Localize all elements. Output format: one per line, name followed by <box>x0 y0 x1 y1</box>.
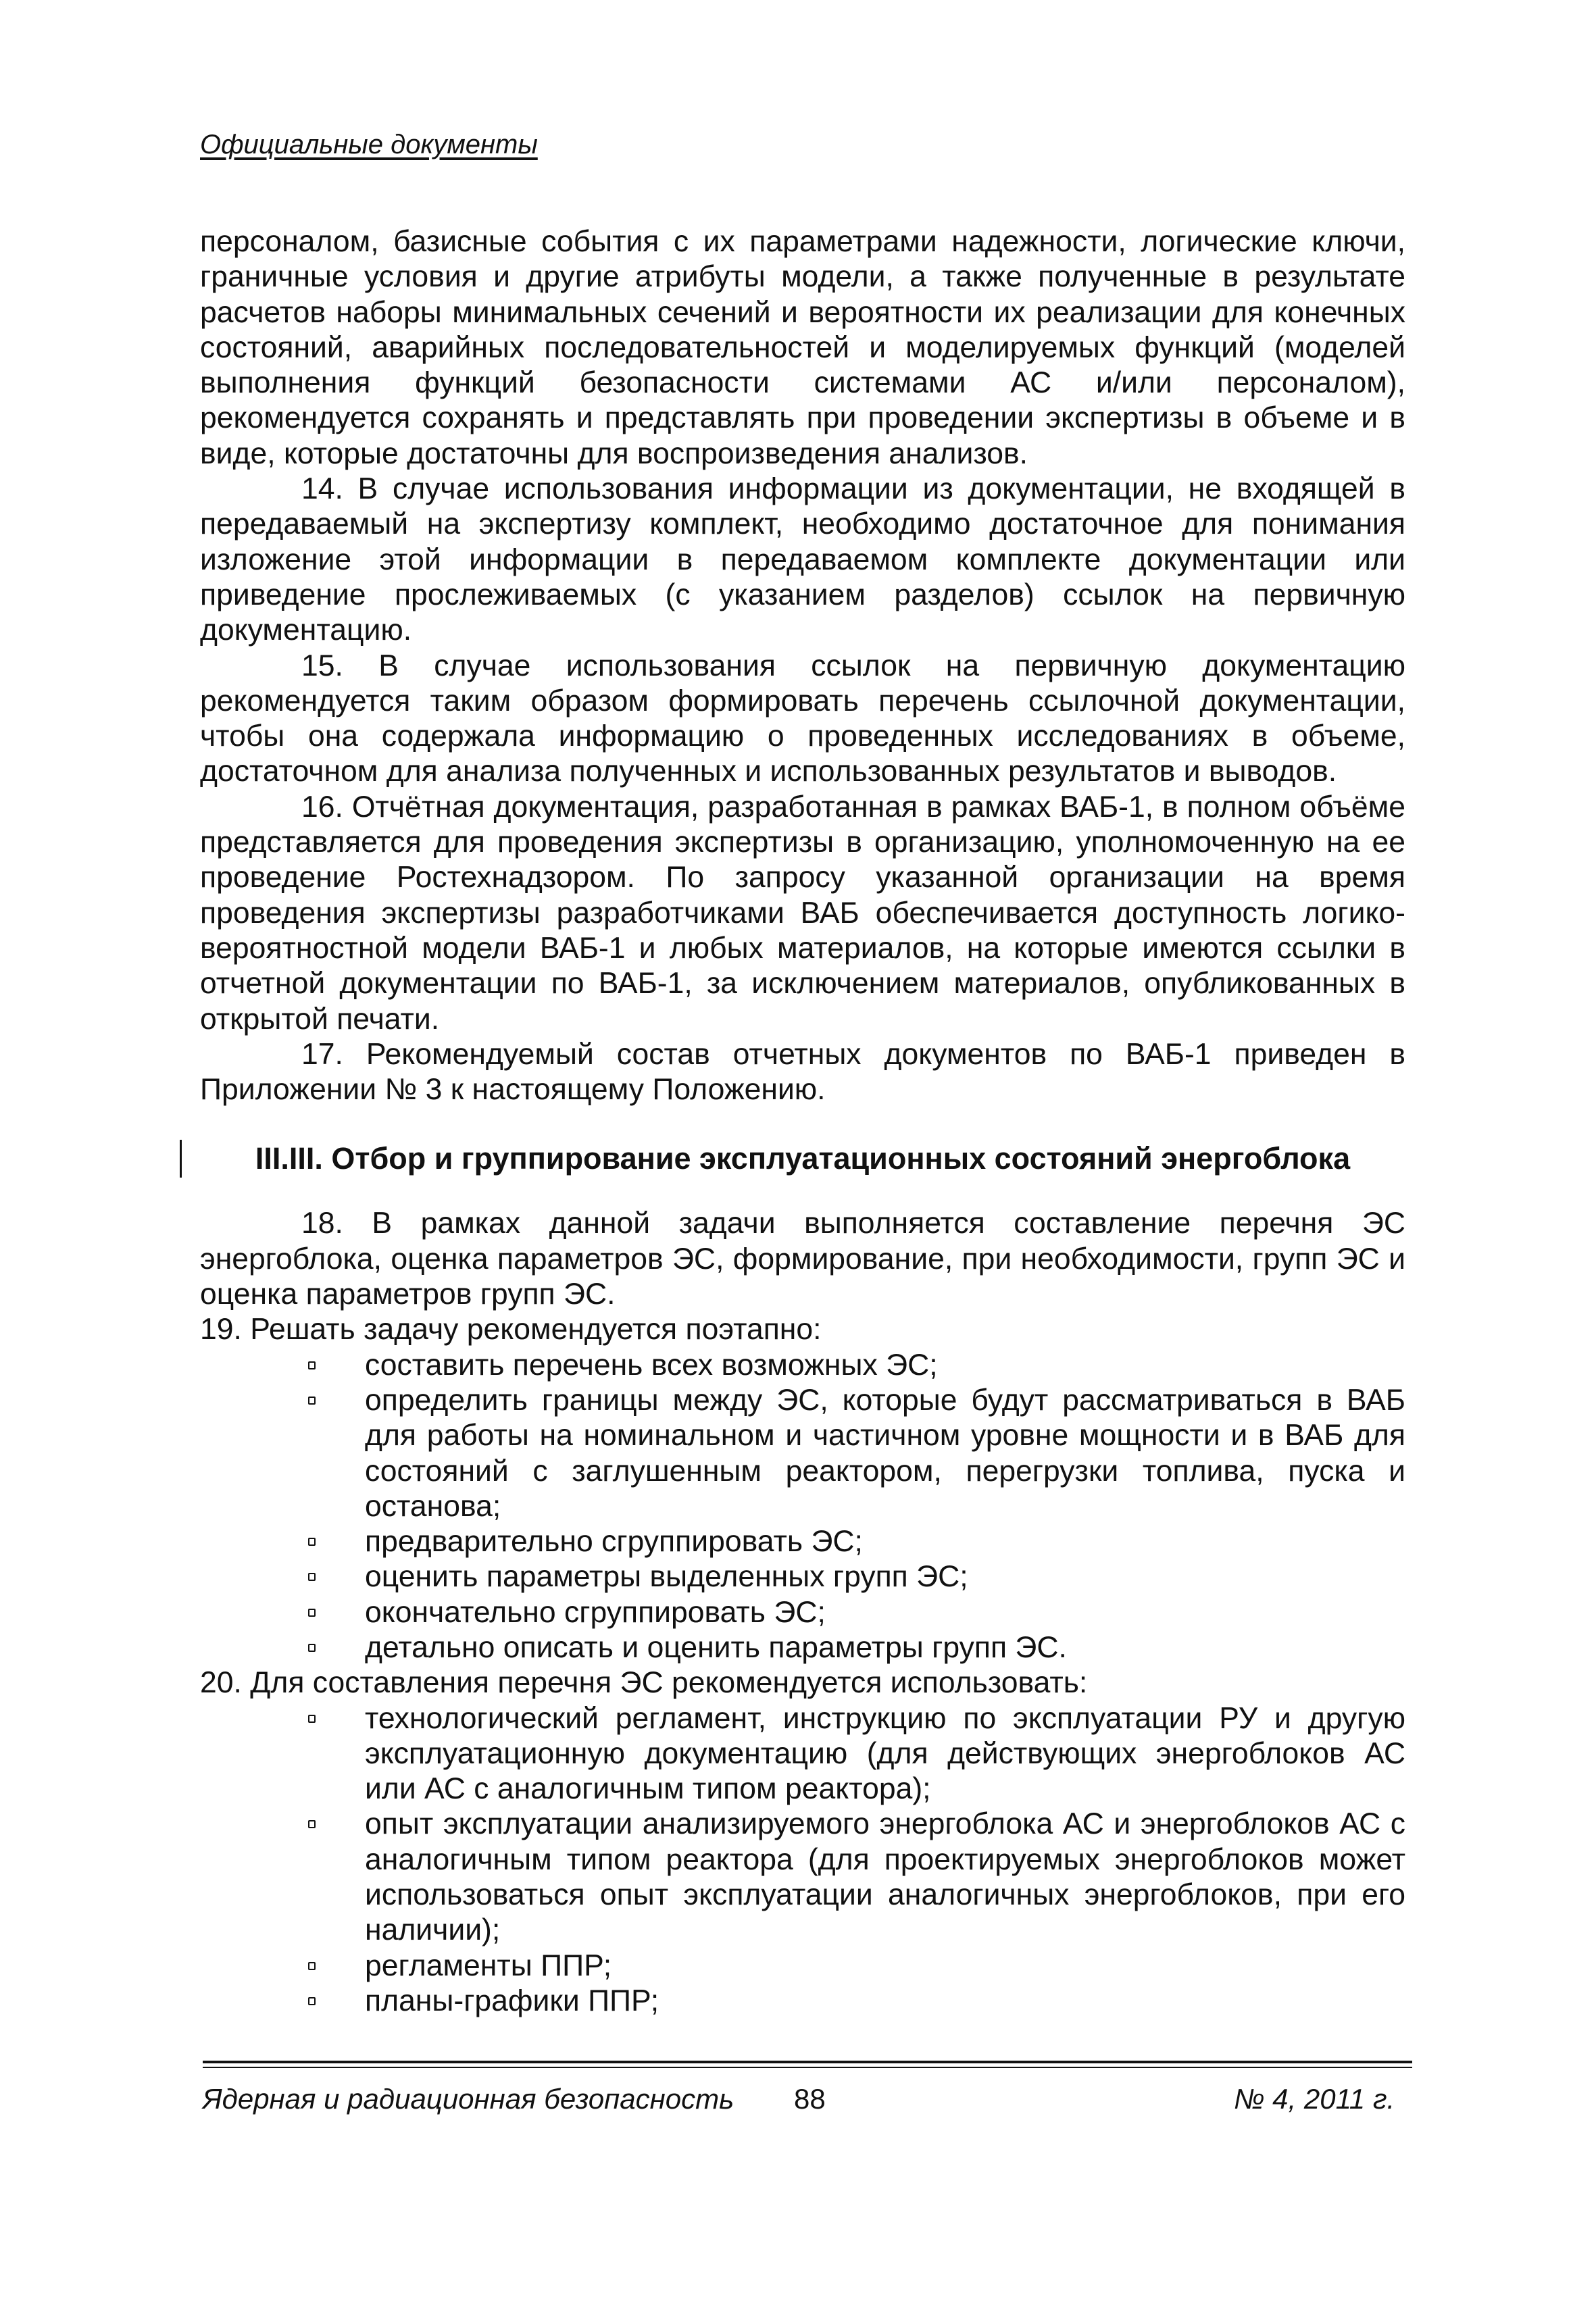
list-item: регламенты ППР; <box>200 1948 1405 1984</box>
bullet-icon <box>308 1644 316 1652</box>
section-heading <box>200 1141 1405 1176</box>
paragraph-16: 16. Отчётная документация, разработанная в рамках ВАБ-1, в полном объёме представляется для проведения экспертизы в организацию, уполномоченную на ее проведение Ростехнадзором. По запросу указанной организации на время проведения экспертизы разработчиками ВАБ обеспечивается доступность логико-вероятностной модели ВАБ-1 и любых материалов, на которые имеются ссылки в отчетной документации по ВАБ-1, за исключением материалов, опубликованных в открытой печати. <box>200 790 1405 1036</box>
bullet-icon <box>308 1397 316 1405</box>
footer-rule-thick <box>203 2061 1412 2063</box>
list-item: планы-графики ППР; <box>200 1984 1405 2019</box>
bullet-icon <box>308 1997 316 2005</box>
paragraph-18: 18. В рамках данной задачи выполняется составление перечня ЭС энергоблока, оценка параметров ЭС, формирование, при необходимости, групп ЭС и оценка параметров групп ЭС. <box>200 1207 1405 1311</box>
bullet-icon <box>308 1361 316 1369</box>
paragraph-14: 14. В случае использования информации из документации, не входящей в передаваемый на экспертизу комплект, необходимо достаточное для понимания изложение этой информации в передаваемом комплекте документации или приведение прослеживаемых (с указанием разделов) ссылок на первичную документацию. <box>200 472 1405 647</box>
list-item: оценить параметры выделенных групп ЭС; <box>200 1559 1405 1594</box>
page-number: 88 <box>794 2083 826 2115</box>
footer-rule-thin <box>203 2067 1412 2068</box>
sources-list <box>200 1701 1405 2019</box>
footer-issue: № 4, 2011 г. <box>1234 2083 1395 2115</box>
paragraph-19-intro: 19. Решать задачу рекомендуется поэтапно: <box>200 1313 822 1347</box>
page-body <box>200 224 1405 2019</box>
steps-list <box>200 1348 1405 1666</box>
revision-bar <box>180 1140 182 1178</box>
section-heading-text: III.III. Отбор и группирование эксплуатационных состояний энергоблока <box>255 1141 1351 1176</box>
bullet-icon <box>308 1715 316 1723</box>
list-item: составить перечень всех возможных ЭС; <box>200 1348 1405 1383</box>
paragraph-20-intro: 20. Для составления перечня ЭС рекомендуется использовать: <box>200 1666 1088 1700</box>
list-item: детально описать и оценить параметры групп ЭС. <box>200 1630 1405 1665</box>
list-item: окончательно сгруппировать ЭС; <box>200 1595 1405 1630</box>
paragraph-17: 17. Рекомендуемый состав отчетных документов по ВАБ-1 приведен в Приложении № 3 к настоящему Положению. <box>200 1037 1405 1107</box>
bullet-icon <box>308 1609 316 1617</box>
list-item: предварительно сгруппировать ЭС; <box>200 1524 1405 1559</box>
footer-journal-title: Ядерная и радиационная безопасность <box>203 2083 734 2115</box>
list-item: определить границы между ЭС, которые будут рассматриваться в ВАБ для работы на номинальном и частичном уровне мощности и в ВАБ для состояний с заглушенным реактором, перегрузки топлива, пуска и останова; <box>200 1383 1405 1524</box>
paragraph-continued: персоналом, базисные события с их параметрами надежности, логические ключи, граничные условия и другие атрибуты модели, а также полученные в результате расчетов наборы минимальных сечений и вероятности их реализации для конечных состояний, аварийных последовательностей и моделируемых функций (моделей выполнения функций безопасности системами АС и/или персоналом), рекомендуется сохранять и представлять при проведении экспертизы в объеме и в виде, которые достаточны для воспроизведения анализов. <box>200 225 1405 470</box>
footer-rule <box>203 2061 1412 2068</box>
running-header: Официальные документы <box>200 130 538 159</box>
bullet-icon <box>308 1538 316 1546</box>
paragraph-15: 15. В случае использования ссылок на первичную документацию рекомендуется таким образом формировать перечень ссылочной документации, чтобы она содержала информацию о проведенных исследованиях в объеме, достаточном для анализа полученных и использованных результатов и выводов. <box>200 649 1405 788</box>
bullet-icon <box>308 1573 316 1581</box>
list-item: опыт эксплуатации анализируемого энергоблока АС и энергоблоков АС с аналогичным типом реактора (для проектируемых энергоблоков может использоваться опыт эксплуатации аналогичных энергоблоков, при его наличии); <box>200 1807 1405 1948</box>
bullet-icon <box>308 1820 316 1828</box>
bullet-icon <box>308 1962 316 1970</box>
list-item: технологический регламент, инструкцию по эксплуатации РУ и другую эксплуатационную документацию (для действующих энергоблоков АС или АС с аналогичным типом реактора); <box>200 1701 1405 1807</box>
